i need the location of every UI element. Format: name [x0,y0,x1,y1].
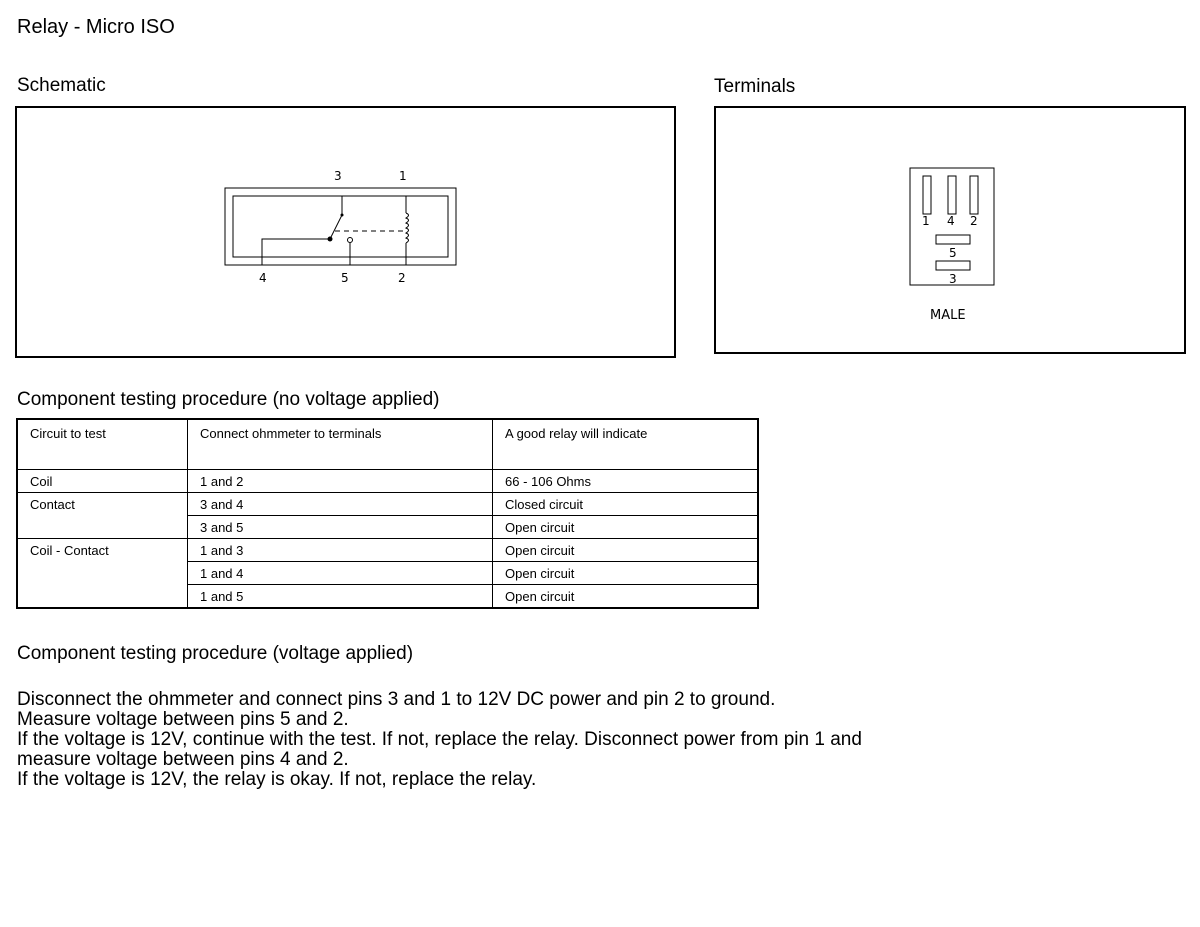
row-result: Open circuit [493,562,759,585]
schematic-label: Schematic [17,75,106,96]
pin-label-3: 3 [334,169,342,183]
row-terminals: 1 and 2 [188,470,493,493]
no-voltage-table [16,418,759,609]
header-circuit: Circuit to test [17,419,188,470]
row-circuit: Contact [17,493,188,516]
instruction-line: measure voltage between pins 4 and 2. [17,749,349,770]
schematic-panel [15,106,676,358]
table-header-row [17,419,758,470]
terminal-label-2: 2 [970,214,978,228]
voltage-instructions [17,690,1167,790]
table-row [17,539,758,562]
page-title: Relay - Micro ISO [17,16,175,38]
terminal-label-4: 4 [947,214,955,228]
instruction-line: If the voltage is 12V, continue with the test. If not, replace the relay. Disconnect power from pin 1 and [17,729,862,750]
terminal-label-5: 5 [949,246,957,260]
relay-body-inner [233,196,448,257]
terminal-blade-1 [923,176,931,214]
no-voltage-heading: Component testing procedure (no voltage applied) [17,389,440,410]
instruction-line: Measure voltage between pins 5 and 2. [17,709,349,730]
pin-label-2: 2 [398,271,406,285]
switch-pivot [328,237,333,242]
row-circuit: Coil - Contact [17,539,188,562]
pin-3-contact [341,214,344,217]
table-row [17,493,758,516]
terminal-blade-5 [936,235,970,244]
pin-label-4: 4 [259,271,267,285]
table-row [17,470,758,493]
pin-4-wire [262,239,330,265]
table-row [17,585,758,609]
row-terminals: 3 and 5 [188,516,493,539]
row-circuit [17,562,188,585]
row-result: Closed circuit [493,493,759,516]
voltage-heading: Component testing procedure (voltage applied) [17,643,414,664]
row-terminals: 1 and 4 [188,562,493,585]
row-terminals: 1 and 5 [188,585,493,609]
table-row [17,516,758,539]
instruction-line: Disconnect the ohmmeter and connect pins 3 and 1 to 12V DC power and pin 2 to ground. [17,689,776,710]
pin-label-1: 1 [399,169,407,183]
terminal-label-3: 3 [949,272,957,286]
terminal-blade-3 [936,261,970,270]
gender-label: MALE [930,308,966,323]
header-result: A good relay will indicate [493,419,759,470]
header-terminals: Connect ohmmeter to terminals [188,419,493,470]
instruction-line: If the voltage is 12V, the relay is okay. If not, replace the relay. [17,769,537,790]
coil-winding [406,213,409,243]
terminal-layout-diagram [716,108,1184,352]
row-result: Open circuit [493,539,759,562]
row-result: 66 - 106 Ohms [493,470,759,493]
terminals-panel [714,106,1186,354]
pin-label-5: 5 [341,271,349,285]
terminal-blade-4 [948,176,956,214]
terminal-label-1: 1 [922,214,930,228]
row-terminals: 3 and 4 [188,493,493,516]
row-circuit [17,516,188,539]
table-row [17,562,758,585]
relay-schematic-diagram [17,108,674,356]
relay-body-outer [225,188,456,265]
switch-arm [330,215,342,239]
terminal-blade-2 [970,176,978,214]
row-circuit [17,585,188,609]
row-result: Open circuit [493,516,759,539]
row-result: Open circuit [493,585,759,609]
row-terminals: 1 and 3 [188,539,493,562]
pin-5-contact [348,238,353,243]
terminals-label: Terminals [714,76,796,97]
row-circuit: Coil [17,470,188,493]
